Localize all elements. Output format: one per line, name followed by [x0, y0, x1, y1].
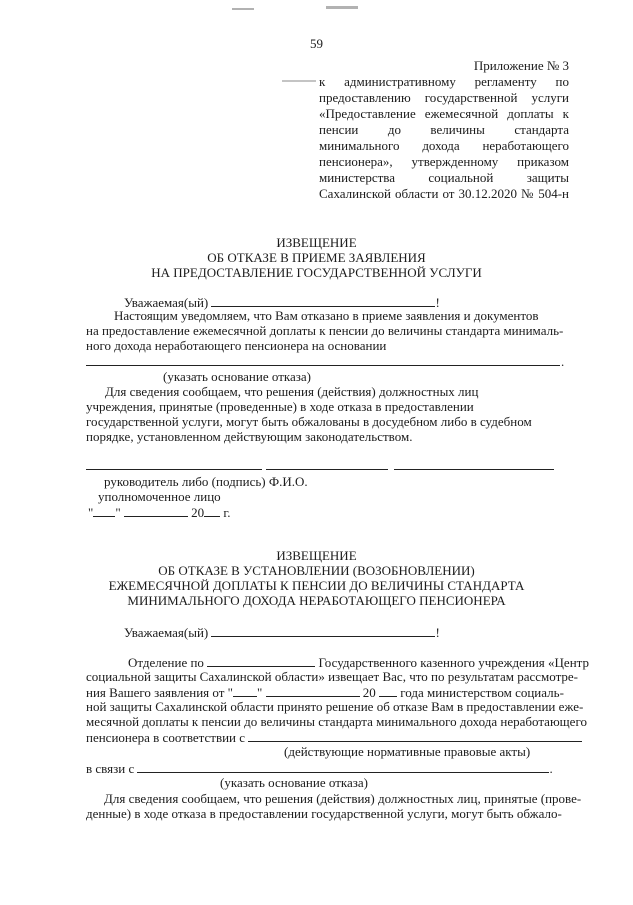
department-blank [207, 654, 315, 667]
notice1-reason-hint: (указать основание отказа) [163, 369, 312, 384]
date-quote-close: " [115, 505, 121, 520]
institution-text: Государственного казенного учреждения «Центр [318, 655, 589, 670]
accordance-label: пенсионера в соответствии с [86, 730, 246, 745]
application-year-blank [379, 684, 397, 697]
ministry-text: года министерством социаль- [400, 685, 564, 700]
reason-blank [137, 760, 549, 773]
notice1-info-line-1: Для сведения сообщаем, что решения (действия) должностных лиц [105, 384, 479, 399]
notice2-line-5: месячной доплаты к пенсии до величины стандарта минимального дохода неработающего [86, 714, 587, 729]
department-label: Отделение по [128, 655, 204, 670]
date-year-blank [204, 504, 220, 517]
notice2-line-2: социальной защиты Сахалинской области» извещает Вас, что по результатам рассмотре- [86, 669, 579, 684]
date-quote-open: " [88, 505, 94, 520]
signature-name-blank [394, 469, 554, 470]
notice2-title-2: ОБ ОТКАЗЕ В УСТАНОВЛЕНИИ (ВОЗОБНОВЛЕНИИ) [158, 563, 475, 578]
appendix-line-4: «Предоставление ежемесячной доплаты к [319, 106, 569, 121]
recipient-name-blank [211, 294, 435, 307]
notice1-info-line-2: учреждения, принятые (проведенные) в ходе отказа в предоставлении [86, 399, 474, 414]
application-day-blank [233, 684, 257, 697]
signature-caption-1: руководитель либо (подпись) Ф.И.О. [104, 474, 308, 489]
greeting-label: Уважаемая(ый) [124, 625, 209, 640]
application-quote-close: " [256, 685, 263, 700]
appendix-line-1: Приложение № 3 [473, 58, 569, 73]
scan-artifact-left [232, 8, 254, 10]
appendix-block [319, 58, 569, 202]
notice1-reason-period: . [561, 354, 565, 369]
date-month-blank [124, 504, 188, 517]
legal-acts-blank [248, 729, 582, 742]
notice2-line-9: денные) в ходе отказа в предоставлении государственной услуги, могут быть обжало- [86, 806, 562, 821]
notice1-body-line-2: на предоставление ежемесячной доплаты к пенсии до величины стандарта минималь- [86, 323, 564, 338]
notice2-hint-2: (указать основание отказа) [220, 775, 369, 790]
reason-period: . [549, 761, 553, 776]
page-number: 59 [310, 36, 323, 51]
notice1-info-line-3: государственной услуги, могут быть обжалованы в досудебном либо в судебном [86, 414, 532, 429]
greeting-label: Уважаемая(ый) [124, 295, 209, 310]
due-to-label: в связи с [86, 761, 135, 776]
appendix-line-6: минимального дохода неработающего [319, 138, 569, 153]
date-day-blank [93, 504, 115, 517]
appendix-line-3: предоставлению государственной услуги [319, 90, 569, 105]
exclamation: ! [435, 295, 440, 310]
appendix-line-8: министерства социальной защиты [319, 170, 569, 185]
notice1-info-line-4: порядке, установленном действующим законодательством. [86, 429, 413, 444]
signature-blank [266, 469, 388, 470]
notice1-title-1: ИЗВЕЩЕНИЕ [276, 235, 357, 250]
notice2-line-4: ной защиты Сахалинской области принято решение об отказе Вам в предоставлении еже- [86, 699, 584, 714]
application-year-prefix: 20 [362, 685, 376, 700]
date-year-suffix: г. [223, 505, 231, 520]
scan-mark [282, 80, 316, 82]
notice2-title-4: МИНИМАЛЬНОГО ДОХОДА НЕРАБОТАЮЩЕГО ПЕНСИОНЕРА [127, 593, 506, 608]
notice1-date-row [88, 504, 231, 521]
exclamation: ! [435, 625, 440, 640]
date-year-prefix: 20 [191, 505, 205, 520]
application-date-label: ния Вашего заявления от " [86, 685, 233, 700]
notice1-reason-blank [86, 365, 560, 366]
notice1-body-line-1: Настоящим уведомляем, что Вам отказано в приеме заявления и документов [114, 308, 539, 323]
notice1-title-2: ОБ ОТКАЗЕ В ПРИЕМЕ ЗАЯВЛЕНИЯ [207, 250, 426, 265]
notice2-hint-1: (действующие нормативные правовые акты) [284, 744, 531, 759]
recipient-name-blank [211, 624, 435, 637]
scan-artifact-right [326, 6, 358, 9]
notice2-line-8: Для сведения сообщаем, что решения (действия) должностных лиц, принятые (прове- [104, 791, 582, 806]
notice2-greeting-row [124, 624, 440, 641]
notice1-body-line-3: ного дохода неработающего пенсионера на основании [86, 338, 387, 353]
appendix-line-7: пенсионера», утвержденному приказом [319, 154, 569, 169]
notice2-title-1: ИЗВЕЩЕНИЕ [276, 548, 357, 563]
signature-position-blank [86, 469, 262, 470]
notice1-title-3: НА ПРЕДОСТАВЛЕНИЕ ГОСУДАРСТВЕННОЙ УСЛУГИ [151, 265, 482, 280]
appendix-line-9: Сахалинской области от 30.12.2020 № 504-н [319, 186, 569, 201]
signature-caption-2: уполномоченное лицо [98, 489, 221, 504]
appendix-line-5: пенсии до величины стандарта [319, 122, 569, 137]
appendix-line-2: к административному регламенту по [319, 74, 569, 89]
application-month-blank [266, 684, 360, 697]
notice2-title-3: ЕЖЕМЕСЯЧНОЙ ДОПЛАТЫ К ПЕНСИИ ДО ВЕЛИЧИНЫ СТАНДАРТА [108, 578, 525, 593]
